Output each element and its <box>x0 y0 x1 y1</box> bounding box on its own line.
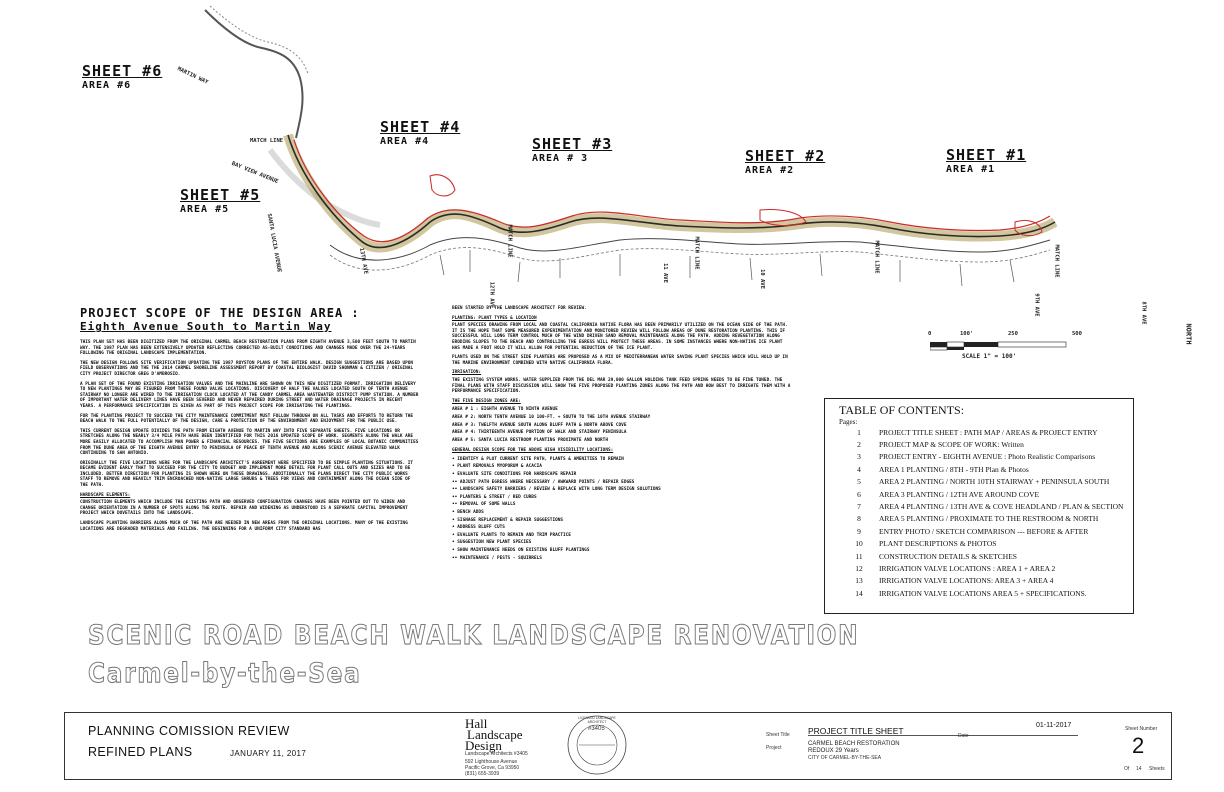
sheet-5-label: SHEET #5 AREA #5 <box>180 186 261 215</box>
general-item: • SHOW MAINTENANCE NEEDS ON EXISTING BLUFF PLANTINGS <box>452 548 590 553</box>
scope-paragraph: LANDSCAPE PLANTING BARRIERS ALONG MUCH OF THE PATH ARE NEEDED IN NEW AREAS FROM THE ORIGINAL LOCATIONS. MANY OF THE EXISTING LOCATIONS ARE DEGRADED MATERIALS AND FAILING. THE BEGINNING FOR A UNIFORM CITY STANDARD HAS <box>80 521 408 532</box>
sheet-title-label: Sheet Title <box>766 732 790 738</box>
toc-item-text: AREA 1 PLANTING / 8TH - 9TH Plan & Photos <box>879 464 1029 474</box>
sheet-1-label: SHEET #1 AREA #1 <box>946 146 1027 175</box>
sheet-3-label: SHEET #3 AREA # 3 <box>532 135 613 164</box>
scope-paragraph: PLANT SPECIES DRAWING FROM LOCAL AND COASTAL CALIFORNIA NATIVE FLORA HAS BEEN PRIMARILY UTILIZED ON THE OCEAN SIDE OF THE PATH. IT IS THE HOPE THAT SOME MEASURED EXPERIMENTATION AND MONITORED REVIEW WILL FOLLOW AREAS OF DUNE RESTORATION PLANTING. THIS IF SUCCESSFUL WILL LONG TERM CONTROL MUCH OF THE WIND DRIVEN SAND REMOVAL MAINTENANCE ALONG THE PATH. ADDING REVEGETATION ALONG ERODING SLOPES TO THE BEACH AND CONTROLLING THE EGRESS WILL PROTECT THESE AREAS. IN SOME INSTANCES WHERE NON-NATIVE ICE PLANT HAS MADE A FOOT HOLD IT WILL ALLOW FOR POTENTIAL REDUCTION OF THE ICE PLANT. <box>452 323 788 351</box>
sheet-of-label: Of <box>1124 766 1130 772</box>
scale-tick: 100' <box>960 331 974 337</box>
general-item: • SUGGESTION NEW PLANT SPECIES <box>452 540 532 546</box>
toc-item-text: PROJECT TITLE SHEET : PATH MAP / AREAS & PROJECT ENTRY <box>879 427 1098 437</box>
scale-tick: 250 <box>1008 331 1018 337</box>
sheet-6-label: SHEET #6 AREA #6 <box>82 62 163 91</box>
date-label: Date <box>958 733 969 739</box>
toc-item-text: IRRIGATION VALVE LOCATIONS AREA 5 + SPECIFICATIONS. <box>879 588 1087 598</box>
firm-address: 592 Lighthouse Avenue <box>465 759 518 765</box>
scope-left-column <box>80 340 420 536</box>
street-label: 13TH AVE <box>357 247 369 275</box>
street-label: 8TH AVE <box>1140 301 1147 325</box>
toc-item-number: 8 <box>857 514 861 524</box>
street-label: BAY VIEW AVENUE <box>230 160 279 186</box>
sheet-title: PROJECT TITLE SHEET <box>808 726 904 736</box>
scope-paragraph: THIS CURRENT DESIGN UPDATE DIVIDES THE PATH FROM EIGHTH AVENUE TO MARTIN WAY INTO FIVE SEPARATE SHEETS. FIVE LOCATIONS OR STRETCHES ALONG THE NEARLY 3/4 MILE PATH HAVE BEEN IDENTIFIED FOR THIS 2016 UPDATED SCOPE OF WORK. SEGMENTS ALONG THE WALK ARE MORE EASILY ALLOCATED TO ACCOMPLISH MAN POWER & FINANCIAL RESOURCES. THE FIVE SECTIONS ARE EXAMPLES OF LOCAL BOTANIC COMMUNITIES FROM THE DUNE AREA OF THE EIGHTH AVENUE ENTRY TO PENINSULA OF PEACE OF TENTH AVENUE AND ALONG SCENIC AVENUE ELEVATED WALK CONTINUING TO SAN ANTONIO. <box>80 428 419 457</box>
match-line-label: MATCH LINE <box>1053 244 1060 278</box>
project-line-1: CARMEL BEACH RESTORATION <box>808 741 900 747</box>
toc-item-text: PROJECT ENTRY - EIGHTH AVENUE : Photo Realistic Comparisons <box>879 452 1096 462</box>
toc-item <box>839 488 1125 500</box>
general-item: • PLANT REMOVALS MYOPORUM & ACACIA <box>452 464 542 470</box>
toc-item <box>839 538 1125 550</box>
general-item: •• LANDSCAPE SAFETY BARRIERS / REVIEW & REPLACE WITH LONG TERM DESIGN SOLUTIONS <box>452 487 661 493</box>
sheets-label: Sheets <box>1149 766 1165 772</box>
scope-paragraph: PLANTS USED ON THE STREET SIDE PLANTERS ARE PROPOSED AS A MIX OF MEDITERRANEAN WATER SAVING PLANT SPECIES WHICH WILL HOLD UP IN THE MARINE ENVIRONMENT COMBINED WITH NATIVE CALIFORNIA FLORA. <box>452 355 788 366</box>
toc-item-number: 3 <box>857 452 861 462</box>
firm-address: Pacific Grove, Ca 93950 <box>465 765 520 771</box>
project-label: Project <box>766 745 782 751</box>
zone-item: AREA # 4: THIRTEENTH AVENUE PORTION OF WALK AND STAIRWAY PENINSULA <box>452 430 627 436</box>
street-label: 9TH AVE <box>1033 293 1040 317</box>
match-line-label: MATCH LINE <box>873 240 880 274</box>
general-item: • EVALUATE SITE CONDITIONS FOR HARDSCAPE REPAIR <box>452 472 577 478</box>
project-title: SCENIC ROAD BEACH WALK LANDSCAPE RENOVATION <box>88 620 860 651</box>
stamp-text: LICENSED LANDSCAPE ARCHITECT <box>578 716 616 724</box>
toc-item-number: 14 <box>855 588 863 598</box>
toc-item <box>839 426 1125 438</box>
general-item: • SIGNAGE REPLACEMENT & REPAIR SUGGESTIONS <box>452 517 564 523</box>
scope-subtitle: Eighth Avenue South to Martin Way <box>80 320 332 333</box>
toc-item <box>839 513 1125 525</box>
zone-item: AREA # 3: TWELFTH AVENUE SOUTH ALONG BLUFF PATH & NORTH ABOVE COVE <box>452 422 627 428</box>
toc-item-number: 11 <box>855 551 863 561</box>
hardscape-heading: HARDSCAPE ELEMENTS: <box>80 492 131 498</box>
scale-label: SCALE 1" = 100' <box>962 353 1017 360</box>
firm-name-line: Landscape <box>467 727 523 742</box>
toc-item-text: AREA 4 PLANTING / 13TH AVE & COVE HEADLAND / PLAN & SECTION <box>879 502 1124 512</box>
toc-item <box>839 451 1125 463</box>
review-line-2: REFINED PLANS <box>88 745 193 759</box>
toc-item <box>839 500 1125 512</box>
general-item: • EVALUATE PLANTS TO REMAIN AND TRIM PRACTICE <box>452 532 571 538</box>
street-label: 10 AVE <box>758 269 765 289</box>
street-label: 11 AVE <box>661 263 668 283</box>
toc-item-number: 5 <box>857 477 861 487</box>
toc-item-number: 10 <box>855 539 863 549</box>
toc-item <box>839 463 1125 475</box>
toc-item-text: CONSTRUCTION DETAILS & SKETCHES <box>879 551 1017 561</box>
firm-subtitle: Landscape Architects #3405 <box>465 751 528 757</box>
project-line-2: REDOUX 29 Years <box>808 748 859 754</box>
toc-item-text: IRRIGATION VALVE LOCATIONS : AREA 1 + AREA 2 <box>879 563 1056 573</box>
toc-item-number: 9 <box>857 526 861 536</box>
review-date: JANUARY 11, 2017 <box>230 749 307 758</box>
toc-item <box>839 476 1125 488</box>
scope-paragraph: BEEN STARTED BY THE LANDSCAPE ARCHITECT FOR REVIEW. <box>452 306 587 311</box>
scale-tick: 500 <box>1072 331 1082 337</box>
toc-item-number: 2 <box>857 440 861 450</box>
toc-item-text: IRRIGATION VALVE LOCATIONS: AREA 3 + AREA 4 <box>879 576 1054 586</box>
toc-pages-label: Pages: <box>839 418 858 426</box>
street-label: MARTIN WAY <box>176 66 209 86</box>
toc-item <box>839 575 1125 587</box>
sheet-date: 01-11-2017 <box>1036 722 1072 729</box>
sheet-4-label: SHEET #4 AREA #4 <box>380 118 461 147</box>
general-item: •• MAINTENANCE / PESTS - SQUIRRELS <box>452 555 542 561</box>
project-line-3: CITY OF CARMEL-BY-THE-SEA <box>808 755 882 761</box>
street-label: 12TH AVE <box>488 281 495 309</box>
scope-paragraph: THE EXISTING SYSTEM WORKS. WATER SUPPLIED FROM THE DEL MAR 29,000 GALLON HOLDING TANK FEED SPRING NEEDS TO BE FINE TUNED. THE FINAL PLANS WITH STAFF DISCUSSION WILL SHOW THE FIVE PROPOSED PLANTING ZONES ALONG THE PATH AND HOW BEST TO IRRIGATE THEM WITH A PERFORMANCE SPECIFICATION. <box>452 377 791 395</box>
toc-item-number: 4 <box>857 464 861 474</box>
sheet-total: 14 <box>1136 766 1142 772</box>
toc-item-text: AREA 3 PLANTING / 12TH AVE AROUND COVE <box>879 489 1040 499</box>
match-line-label: MATCH LINE <box>693 236 700 270</box>
irrigation-heading: IRRIGATION: <box>452 370 482 376</box>
sheet-number-label: Sheet Number <box>1125 726 1158 732</box>
coastline-north <box>205 10 303 138</box>
general-item: •• PLANTERS & STREET / RED CURBS <box>452 494 537 500</box>
zones-heading: THE FIVE DESIGN ZONES ARE: <box>452 398 521 404</box>
general-item: •• ADJUST PATH EGRESS WHERE NECESSARY / AWKWARD POINTS / REPAIR EDGES <box>452 479 635 485</box>
zone-item: AREA # 5: SANTA LUCIA RESTROOM PLANTING PROXIMATE AND NORTH <box>452 437 608 443</box>
scope-right-column <box>452 306 792 562</box>
toc-item <box>839 525 1125 537</box>
toc-item <box>839 438 1125 450</box>
toc-item-number: 12 <box>855 563 863 573</box>
firm-name-line: Hall <box>465 716 488 731</box>
general-item: • BENCH ADDS <box>452 510 484 516</box>
toc-item-text: AREA 5 PLANTING / PROXIMATE TO THE RESTROOM & NORTH <box>879 514 1099 524</box>
scope-paragraph: THE NEW DESIGN FOLLOWS SITE VERIFICATION UPDATING THE 1987 ROYSTON PLANS OF THE ENTIRE WALK. DESIGN SUGGESTIONS ARE BASED UPON FIELD OBSERVATIONS AND THE THE 2014 CARMEL SHORELINE ASSESSMENT REPORT BY COASTAL BIOLOGIST DAVID SHONMAN & CITIZEN / ORIGINAL CITY PROJECT DIRECTOR GREG D'AMBROSIO. <box>80 360 414 377</box>
toc-title: TABLE OF CONTENTS: <box>839 403 965 417</box>
project-location: Carmel-by-the-Sea <box>88 658 362 689</box>
toc-item-number: 7 <box>857 502 861 512</box>
zone-item: AREA # 1 : EIGHTH AVENUE TO NINTH AVENUE <box>452 407 558 413</box>
table-of-contents <box>824 398 1134 614</box>
toc-item-text: ENTRY PHOTO / SKETCH COMPARISON --- BEFORE & AFTER <box>879 526 1089 536</box>
toc-item <box>839 587 1125 599</box>
sheet-number: 2 <box>1132 733 1145 758</box>
street-label: SANTA LUCIA AVENUE <box>265 213 282 273</box>
toc-item-text: PROJECT MAP & SCOPE OF WORK: Written <box>879 440 1024 450</box>
scale-tick: 0 <box>928 331 932 337</box>
scope-title: PROJECT SCOPE OF THE DESIGN AREA : <box>80 306 360 320</box>
firm-name-line: Design <box>465 738 502 753</box>
shoreline-band <box>288 135 1055 247</box>
general-item: •• REMOVAL OF SOME WALLS <box>452 502 516 508</box>
planting-heading: PLANTING: PLANT TYPES & LOCATION <box>452 315 537 321</box>
zone-item: AREA # 2: NORTH TENTH AVENUE 10 100-FT. + SOUTH TO THE 10TH AVENUE STAIRWAY <box>452 414 651 420</box>
scope-paragraph: A PLAN SET OF THE FOUND EXISTING IRRIGATION VALVES AND THE MAINLINE ARE SHOWN ON THIS NEW DIGITIZED FORMAT. IRRIGATION DELIVERY TO NEW PLANTINGS MAY BE FIGURED FROM THESE FOUND VALVE LOCATIONS. DISCOVERY OF HALF THE VALVES LOCATED SOUTH OF TENTH AVENUE STAIRWAY NO LONGER ARE WIRED TO THE IRRIGATION CLOCK LOCATED AT THE CANDY CARMEL AREA WASTEWATER DISTRICT PUMP STATION. A NUMBER OF IMPORTANT WATER DELIVERY LINES HAVE BEEN SEVERED AND NEVER REPAIRED DURING STREET AND WATER DRAINAGE PROJECTS IN RECENT YEARS. A PERFORMANCE SPECIFICATION IS GIVEN AS PART OF THIS PROJECT SCOPE FOR IRRIGATING THE PLANTINGS. <box>80 381 419 409</box>
general-item: • ADDRESS BLUFF CUTS <box>452 525 505 531</box>
north-label: NORTH <box>1184 323 1193 345</box>
toc-item-text: PLANT DESCRIPTIONS & PHOTOS <box>879 539 997 549</box>
firm-phone: (831) 655-3939 <box>465 771 500 777</box>
toc-item <box>839 562 1125 574</box>
toc-item-number: 1 <box>857 427 861 437</box>
review-line-1: PLANNING COMISSION REVIEW <box>88 724 290 738</box>
scope-paragraph: ORIGINALLY THE FIVE LOCATIONS WERE FOR THE LANDSCAPE ARCHITECT'S AGREEMENT WERE SPECIFIED TO BE SIMPLE PLANTING SITUATIONS. IT BECAME EVIDENT EARLY THAT TO SUCCEED FOR THE CITY TO BUDGET AND IMPLEMENT MORE DETAIL FOR PLANT CALL OUTS AND SIZES HAD TO BE INCLUDED. BETTER DIRECTION FOR PLANTING IS SHOWN HERE ON THESE DRAWINGS. ADDITIONALLY THE PLANS DIRECT THE CITY PUBLIC WORKS STAFF TO REMOVE AND HEAVILY TRIM ENCROACHED NON-NATIVE LARGE SHRUBS & TREES FOR VIEWS AND CONTAINMENT ALONG THE OCEAN SIDE OF THE PATH. <box>80 460 414 489</box>
toc-item <box>839 550 1125 562</box>
scope-paragraph: THIS PLAN SET HAS BEEN DIGITIZED FROM THE ORIGINAL CARMEL BEACH RESTORATION PLANS FROM EIGHTH AVENUE 3,500 FEET SOUTH TO MARTIN WAY. THE 1987 PLAN HAS BEEN EXTENSIVELY UPDATED REFLECTING CORRECTED AS-BUILT CONDITIONS AND CHANGES MADE OVER THE 24-YEARS FOLLOWING THE ORIGINAL LANDSCAPE IMPLEMENTATION. <box>80 340 416 357</box>
match-line-label: MATCH LINE <box>250 138 284 144</box>
scope-paragraph: CONSTRUCTION ELEMENTS WHICH INCLUDE THE EXISTING PATH AND OBSERVED CONFIGURATION CHANGES HAVE BEEN POINTED OUT TO WIDEN AND CHANGE ORIENTATION IN A NUMBER OF SPOTS ALONG THE ROUTE. REPAIR AND WIDENING AS UNDERSTOOD IS A SEPARATE CAPITAL IMPROVEMENT PROJECT WHICH DOVETAILS INTO THE LANDSCAPE. <box>80 500 408 517</box>
scope-paragraph: FOR THE PLANTING PROJECT TO SUCCEED THE CITY MAINTENANCE COMMITMENT MUST FOLLOW THROUGH ON ALL TASKS AND EFFORTS TO RETURN THE BEACH WALK TO THE FULL POTENTIALLY OF THE DESIGN, CARE & PROTECTION OF THE ENVIRONMENT AND ENJOYMENT FOR THE PUBLIC USE. <box>80 413 414 425</box>
sheet-2-label: SHEET #2 AREA #2 <box>745 147 826 176</box>
toc-item-text: AREA 2 PLANTING / NORTH 10TH STAIRWAY + PENINSULA SOUTH <box>879 477 1110 487</box>
firm-logo <box>465 718 523 751</box>
general-item: • IDENTIFY & PLOT CURRENT SITE PATH, PLANTS & AMENITIES TO REMAIN <box>452 456 624 462</box>
toc-item-number: 13 <box>855 576 863 586</box>
toc-item-number: 6 <box>857 489 861 499</box>
stamp-number: #3405 <box>588 726 605 732</box>
title-underline <box>808 735 1078 736</box>
general-heading: GENERAL DESIGN SCOPE FOR THE ABOVE HIGH VISIBILITY LOCATIONS: <box>452 448 614 454</box>
match-line-label: MATCH LINE <box>506 224 513 258</box>
